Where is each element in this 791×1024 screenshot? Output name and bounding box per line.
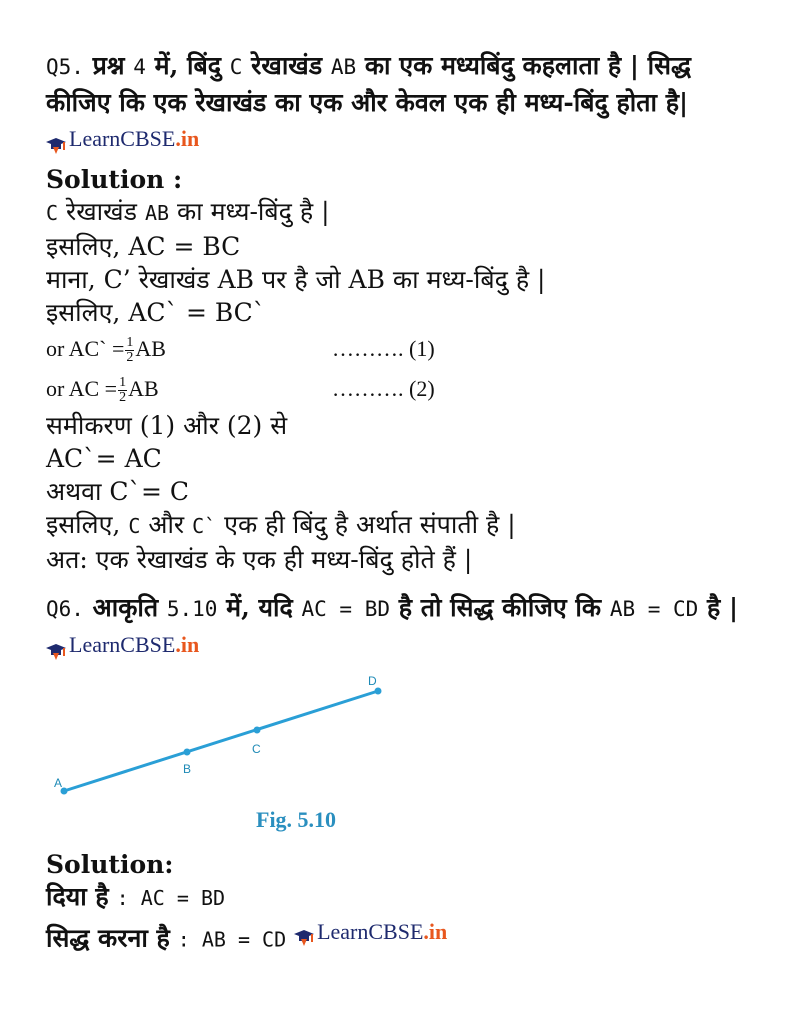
fraction: $\frac{1}{2}$ xyxy=(119,375,127,406)
solution-heading: Solution : xyxy=(46,165,183,194)
equation-tag: ………. (1) xyxy=(332,336,435,361)
fraction: $\frac{1}{2}$ xyxy=(126,335,134,366)
learncbse-logo: LearnCBSE .in xyxy=(46,627,199,663)
solution-line: इसलिए, C और C` एक ही बिंदु है अर्थात संपाती है | xyxy=(46,510,516,539)
question-5: Q5. प्रश्न 4 में, बिंदु C रेखाखंड AB का एक मध्यबिंदु कहलाता है | सिद्ध कीजिए कि एक रेखाखंड का एक और केवल एक ही मध्य-बिंदु होता है| LearnCBSE .in xyxy=(46,48,746,165)
point-label-c: C xyxy=(252,742,261,756)
equation-tag: ………. (2) xyxy=(332,376,435,401)
question-6: Q6. आकृति 5.10 में, यदि AC = BD है तो सिद्ध कीजिए कि AB = CD है | LearnCBSE .in xyxy=(46,590,746,671)
learncbse-logo: LearnCBSE .in xyxy=(294,915,447,948)
question-label: Q5. xyxy=(46,55,84,79)
solution-line: इसलिए, AC = BC xyxy=(46,232,241,261)
solution-line: AC`= AC xyxy=(46,444,162,473)
point-c xyxy=(254,727,261,734)
figure-5-10 xyxy=(46,675,406,850)
point-d xyxy=(375,688,382,695)
solution-line: माना, C’ रेखाखंड AB पर है जो AB का मध्य-बिंदु है | xyxy=(46,265,546,294)
line-segment-diagram xyxy=(46,675,406,805)
document-page xyxy=(46,48,746,957)
solution-line: इसलिए, AC` = BC` xyxy=(46,298,266,327)
point-label-d: D xyxy=(368,675,377,688)
solution-line: C रेखाखंड AB का मध्य-बिंदु है | xyxy=(46,197,330,226)
given-line: दिया है : AC = BD xyxy=(46,882,226,911)
point-b xyxy=(184,749,191,756)
point-label-b: B xyxy=(183,762,192,776)
graduation-cap-icon xyxy=(46,130,66,148)
point-label-a: A xyxy=(54,776,63,790)
learncbse-logo: LearnCBSE .in xyxy=(46,121,199,157)
solution-line: अत: एक रेखाखंड के एक ही मध्य-बिंदु होते हैं | xyxy=(46,545,473,574)
equation-2: or AC = $\frac{1}{2}$ AB ………. (2) xyxy=(46,369,746,409)
to-prove-line: सिद्ध करना है : AB = CD LearnCBSE .in xyxy=(46,915,746,957)
graduation-cap-icon xyxy=(46,636,66,654)
segment-ad xyxy=(64,691,378,791)
question-label: Q6. xyxy=(46,597,84,621)
figure-caption: Fig. 5.10 xyxy=(256,807,337,832)
equation-1: or AC` = $\frac{1}{2}$ AB ………. (1) xyxy=(46,329,746,369)
solution-line: समीकरण (1) और (2) से xyxy=(46,411,288,440)
graduation-cap-icon xyxy=(294,923,314,941)
solution-heading: Solution: xyxy=(46,850,174,879)
solution-line: अथवा C`= C xyxy=(46,477,190,506)
